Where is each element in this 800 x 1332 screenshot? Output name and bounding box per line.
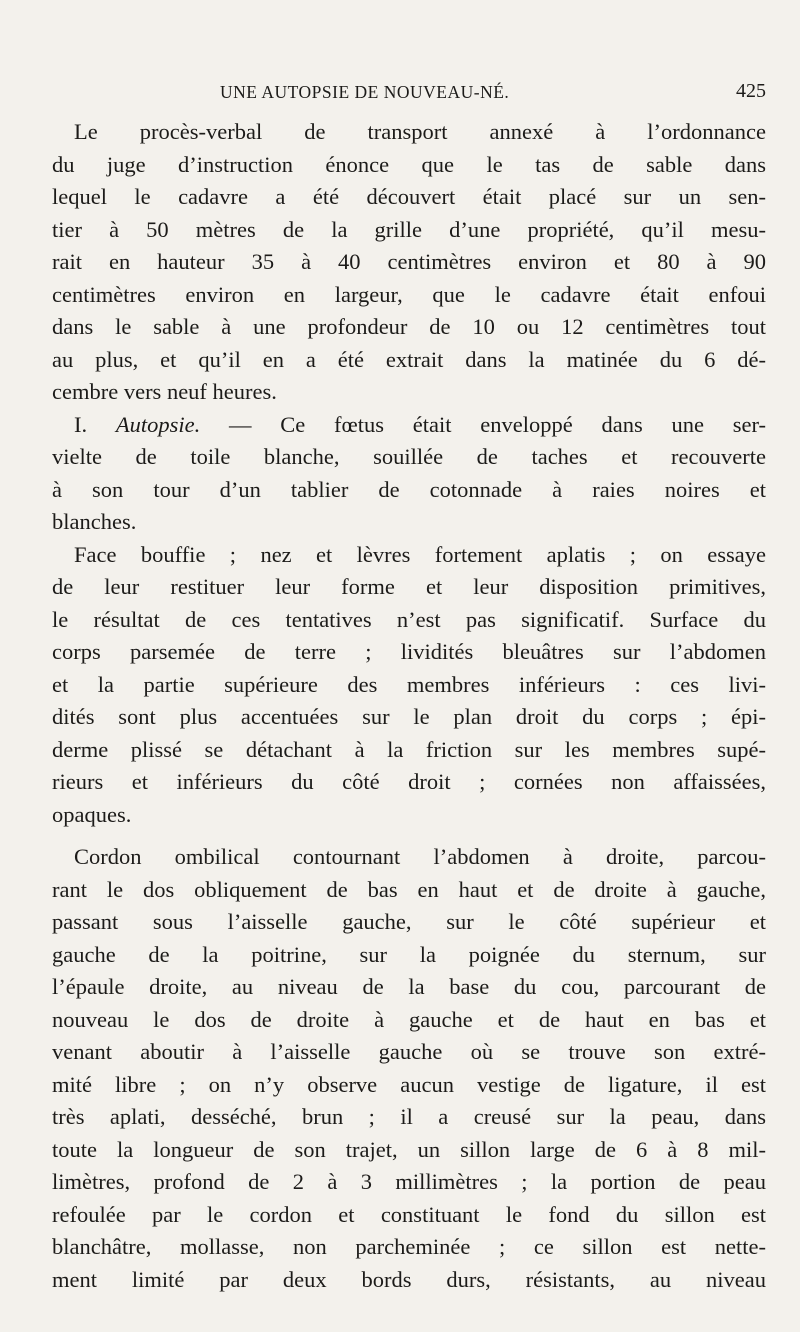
running-title: UNE AUTOPSIE DE NOUVEAU-NÉ. [220,82,510,102]
text-line: blanchâtre, mollasse, non parcheminée ; ce sillon est nette- [52,1234,766,1259]
text-line: dans le sable à une profondeur de 10 ou 12 centimètres tout [52,314,766,339]
text-line: rieurs et inférieurs du côté droit ; cornées non affaissées, [52,769,766,794]
text-line: centimètres environ en largeur, que le cadavre était enfoui [52,281,766,307]
text-line: blanches. [52,509,137,534]
text-line-autopsy-heading [52,409,766,442]
text-line: vielte de toile blanche, souillée de taches et recouverte [52,444,766,469]
text-line: Cordon ombilical contournant l’abdomen à droite, parcou- [74,844,766,869]
text-line: refoulée par le cordon et constituant le fond du sillon est [52,1201,766,1227]
text-line: derme plissé se détachant à la friction sur les membres supé- [52,736,766,762]
text-line: et la partie supérieure des membres inférieurs : ces livi- [52,671,766,697]
text-line: opaques. [52,801,132,827]
text-line: limètres, profond de 2 à 3 millimètres ; la portion de peau [52,1169,766,1194]
text-line: du juge d’instruction énonce que le tas de sable dans [52,151,766,177]
text-line: au plus, et qu’il en a été extrait dans la matinée du 6 dé- [52,346,766,372]
text-fragment: — Ce fœtus était enveloppé dans une ser- [200,411,766,437]
text-line: Face bouffie ; nez et lèvres fortement aplatis ; on essaye [74,541,766,567]
paragraph-umbilical-cord [52,841,766,1296]
text-line: mité libre ; on n’y observe aucun vestige de ligature, il est [52,1071,766,1097]
text-line: l’épaule droite, au niveau de la base du cou, parcourant de [52,974,766,999]
text-line: nouveau le dos de droite à gauche et de haut en bas et [52,1006,766,1032]
text-line: cembre vers neuf heures. [52,379,277,404]
text-line: corps parsemée de terre ; lividités bleuâtres sur l’abdomen [52,639,766,664]
section-title-autopsie: Autopsie. [115,411,201,437]
text-line: Le procès-verbal de transport annexé à l’ordonnance [74,119,766,144]
running-head [52,82,766,112]
text-line: tier à 50 mètres de la grille d’une propriété, qu’il mesu- [52,216,766,242]
paragraph-transport-report [52,116,766,409]
text-line: le résultat de ces tentatives n’est pas significatif. Surface du [52,606,766,632]
text-line: dités sont plus accentuées sur le plan droit du corps ; épi- [52,704,766,729]
text-line: ment limité par deux bords durs, résistants, au niveau [52,1266,766,1292]
body-text [52,116,766,1296]
text-line: passant sous l’aisselle gauche, sur le côté supérieur et [52,909,766,934]
text-line: toute la longueur de son trajet, un sillon large de 6 à 8 mil- [52,1136,766,1162]
text-line: lequel le cadavre a été découvert était placé sur un sen- [52,184,766,209]
paragraph-gap [52,831,766,841]
text-line: très aplati, desséché, brun ; il a creusé sur la peau, dans [52,1104,766,1129]
text-line: gauche de la poitrine, sur la poignée du sternum, sur [52,941,766,967]
paragraph-autopsy [52,409,766,539]
page-number: 425 [736,80,766,102]
text-line: de leur restituer leur forme et leur disposition primitives, [52,574,766,599]
text-line: venant aboutir à l’aisselle gauche où se trouve son extré- [52,1039,766,1064]
text-line: rant le dos obliquement de bas en haut et de droite à gauche, [52,876,766,902]
section-number: I. [74,411,116,437]
text-line: rait en hauteur 35 à 40 centimètres environ et 80 à 90 [52,249,766,274]
text-line: à son tour d’un tablier de cotonnade à raies noires et [52,476,766,502]
paragraph-face [52,539,766,832]
